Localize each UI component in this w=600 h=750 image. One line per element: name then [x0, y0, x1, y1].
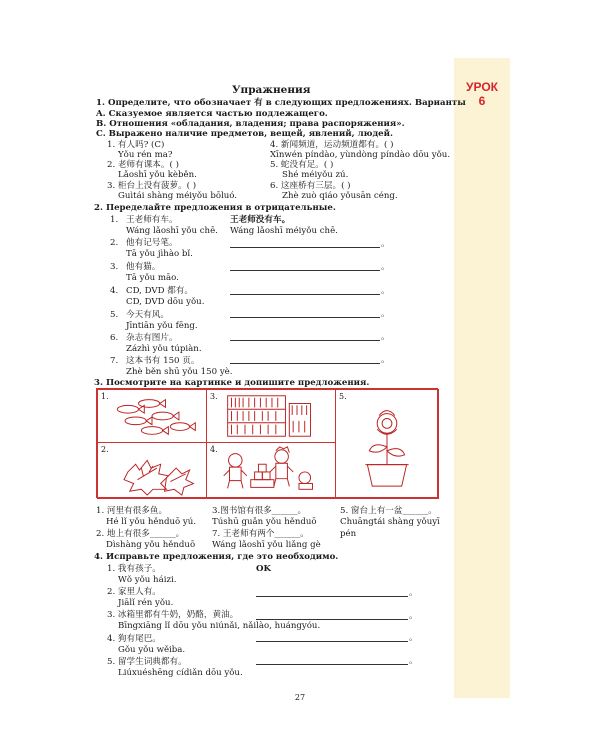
ex2-item-num: 3.	[110, 262, 119, 272]
answer-blank[interactable]	[256, 664, 408, 665]
ex2-item-num: 1.	[110, 215, 119, 225]
picture-cell	[206, 389, 336, 443]
ex4-item-cn: 2. 家里人有。	[107, 587, 161, 597]
ex3-sentence-py-cont: pén	[340, 529, 357, 539]
toys-icon	[207, 443, 335, 498]
ex1-item-py: Xīnwén píndào, yùndòng píndào dōu yǒu.	[270, 150, 451, 160]
picture-cell	[335, 389, 439, 499]
ex3-sentence-py: Túshū guǎn yǒu hěnduō	[212, 517, 317, 527]
lesson-side-strip	[454, 58, 510, 698]
lesson-label-number: 6	[478, 94, 486, 108]
ex2-item-py: Tā yǒu māo.	[126, 273, 179, 283]
answer-blank[interactable]	[256, 619, 408, 620]
ex2-item-num: 7.	[110, 356, 119, 366]
ex4-heading: 4. Исправьте предложения, где это необходимо.	[94, 552, 339, 562]
ex2-item-cn: CD, DVD 都有。	[126, 286, 193, 296]
ex1-item-py: Lǎoshī yǒu kèběn.	[118, 170, 197, 180]
answer-blank[interactable]	[230, 294, 380, 295]
picture-cell	[97, 442, 207, 499]
blank-period: 。	[381, 355, 390, 365]
ex2-heading: 2. Переделайте предложения в отрицательные.	[94, 203, 336, 213]
ex1-item-cn: 6. 这座桥有三层。( )	[270, 181, 351, 191]
ex3-sentence-py: Chuāngtái shàng yǒuyī	[340, 517, 440, 527]
ex2-item-num: 2.	[110, 238, 119, 248]
ok-label: OK	[256, 564, 271, 574]
ex1-item-cn: 2. 老师有课本。( )	[107, 160, 179, 170]
ex2-item-cn: 他有记号笔。	[126, 238, 178, 248]
answer-blank[interactable]	[230, 247, 380, 248]
blank-period: 。	[409, 611, 418, 621]
picture-number: 5.	[339, 392, 347, 401]
ex2-item-py: Tā yǒu jìhào bǐ.	[126, 249, 193, 259]
ex3-sentence-cn: 1. 河里有很多鱼。	[96, 506, 168, 516]
ex1-item-py: Zhè zuò qiáo yǒusān céng.	[282, 191, 398, 201]
ex1-option-c: C. Выражено наличие предметов, вещей, явлений, людей.	[96, 129, 394, 139]
ex1-item-cn: 3. 柜台上没有菠萝。( )	[107, 181, 197, 191]
answer-blank[interactable]	[230, 317, 380, 318]
fish-icon	[98, 390, 206, 442]
ex2-item-num: 6.	[110, 333, 119, 343]
ex4-item-cn: 4. 狗有尾巴。	[107, 634, 161, 644]
ex2-item-py: Zhè běn shū yǒu 150 yè.	[126, 367, 233, 377]
ex1-heading: 1. Определите, что обозначает 有 в следующих предложениях. Варианты	[96, 98, 466, 108]
ex3-sentence-cn: 2. 地上有很多______。	[96, 529, 185, 539]
picture-cell	[97, 389, 207, 443]
picture-number: 2.	[101, 445, 109, 454]
ex2-item-cn: 他有猫。	[126, 262, 161, 272]
ex1-item-cn: 5. 蛇没有足。( )	[270, 160, 334, 170]
ex1-item-py: Yǒu rén ma?	[118, 150, 173, 160]
ex2-item-cn: 这本书有 150 页。	[126, 356, 200, 366]
ex2-item-num: 4.	[110, 286, 119, 296]
page-number: 27	[294, 693, 306, 702]
picture-grid	[96, 388, 438, 498]
ex2-item-cn: 今天有风。	[126, 310, 169, 320]
ex2-item-cn: 杂志有图片。	[126, 333, 178, 343]
answer-blank[interactable]	[230, 340, 380, 341]
blank-period: 。	[381, 309, 390, 319]
ex1-item-py: Guìtái shàng méiyǒu bōluó.	[118, 191, 238, 201]
bookshelf-icon	[207, 390, 335, 442]
ex4-item-py: Liúxuéshēng cídiǎn dōu yǒu.	[118, 668, 243, 678]
ex1-item-cn: 4. 新闻频道，运动频道都有。( )	[270, 140, 394, 150]
ex4-item-py: Gǒu yǒu wěiba.	[118, 645, 186, 655]
blank-period: 。	[381, 332, 390, 342]
ex1-item-cn: 1. 有人吗? (C)	[107, 140, 165, 150]
ex1-option-b: B. Отношения «обладания, владения; права распоряжения».	[96, 119, 405, 129]
ex2-item-py: Jīntiān yǒu fēng.	[126, 321, 198, 331]
answer-blank[interactable]	[230, 270, 380, 271]
picture-cell	[206, 442, 336, 499]
blank-period: 。	[381, 262, 390, 272]
answer-blank[interactable]	[256, 641, 408, 642]
ex3-sentence-cn: 7. 王老师有两个______。	[212, 529, 309, 539]
picture-number: 1.	[101, 392, 109, 401]
page-title: Упражнения	[232, 84, 311, 96]
answer-blank[interactable]	[256, 596, 408, 597]
blank-period: 。	[409, 633, 418, 643]
ex3-sentence-cn: 3.图书馆有很多______。	[212, 506, 307, 516]
flower-pot-icon	[336, 390, 438, 498]
blank-period: 。	[409, 656, 418, 666]
ex2-item-cn: 王老师有车。	[126, 215, 178, 225]
ex3-sentence-py: Dìshàng yǒu hěnduō	[106, 540, 196, 550]
ex3-sentence-cn: 5. 窗台上有一盆______。	[340, 506, 437, 516]
picture-number: 3.	[210, 392, 218, 401]
ex3-heading: 3. Посмотрите на картинке и допишите предложения.	[94, 378, 370, 388]
ex2-item-num: 5.	[110, 310, 119, 320]
blank-period: 。	[409, 588, 418, 598]
answer-blank[interactable]	[230, 363, 380, 364]
ex4-item-cn: 5. 留学生词典都有。	[107, 657, 187, 667]
ex3-sentence-py: Hé lǐ yǒu hěnduō yú.	[106, 517, 197, 527]
lesson-label-word: УРОК	[466, 80, 498, 94]
ex4-item-cn: 1. 我有孩子。	[107, 564, 161, 574]
ex1-option-a: A. Сказуемое является частью подлежащего.	[96, 109, 328, 119]
ex4-item-py: Bīngxiāng lǐ dōu yǒu niúnǎi, nǎilào, huángyóu.	[118, 621, 321, 631]
ex4-item-py: Wǒ yǒu háizi.	[118, 575, 177, 585]
ex4-item-cn: 3. 冰箱里都有牛奶，奶酪，黄油。	[107, 610, 239, 620]
ex4-item-py: Jiālǐ rén yǒu.	[118, 598, 174, 608]
ex1-item-py: Shé méiyǒu zú.	[282, 170, 349, 180]
ex2-item-py: Zázhì yǒu túpiàn.	[126, 344, 202, 354]
picture-number: 4.	[210, 445, 218, 454]
ex2-item-py: Wáng lǎoshī yǒu chē.	[126, 226, 218, 236]
leaves-icon	[98, 443, 206, 498]
ex2-example-answer-py: Wáng lǎoshī méiyǒu chē.	[230, 226, 338, 236]
ex2-item-py: CD, DVD dōu yǒu.	[126, 297, 205, 307]
blank-period: 。	[381, 239, 390, 249]
blank-period: 。	[381, 286, 390, 296]
ex3-sentence-py: Wáng lǎoshī yǒu liǎng gè	[212, 540, 321, 550]
ex2-example-answer-cn: 王老师没有车。	[230, 215, 291, 225]
